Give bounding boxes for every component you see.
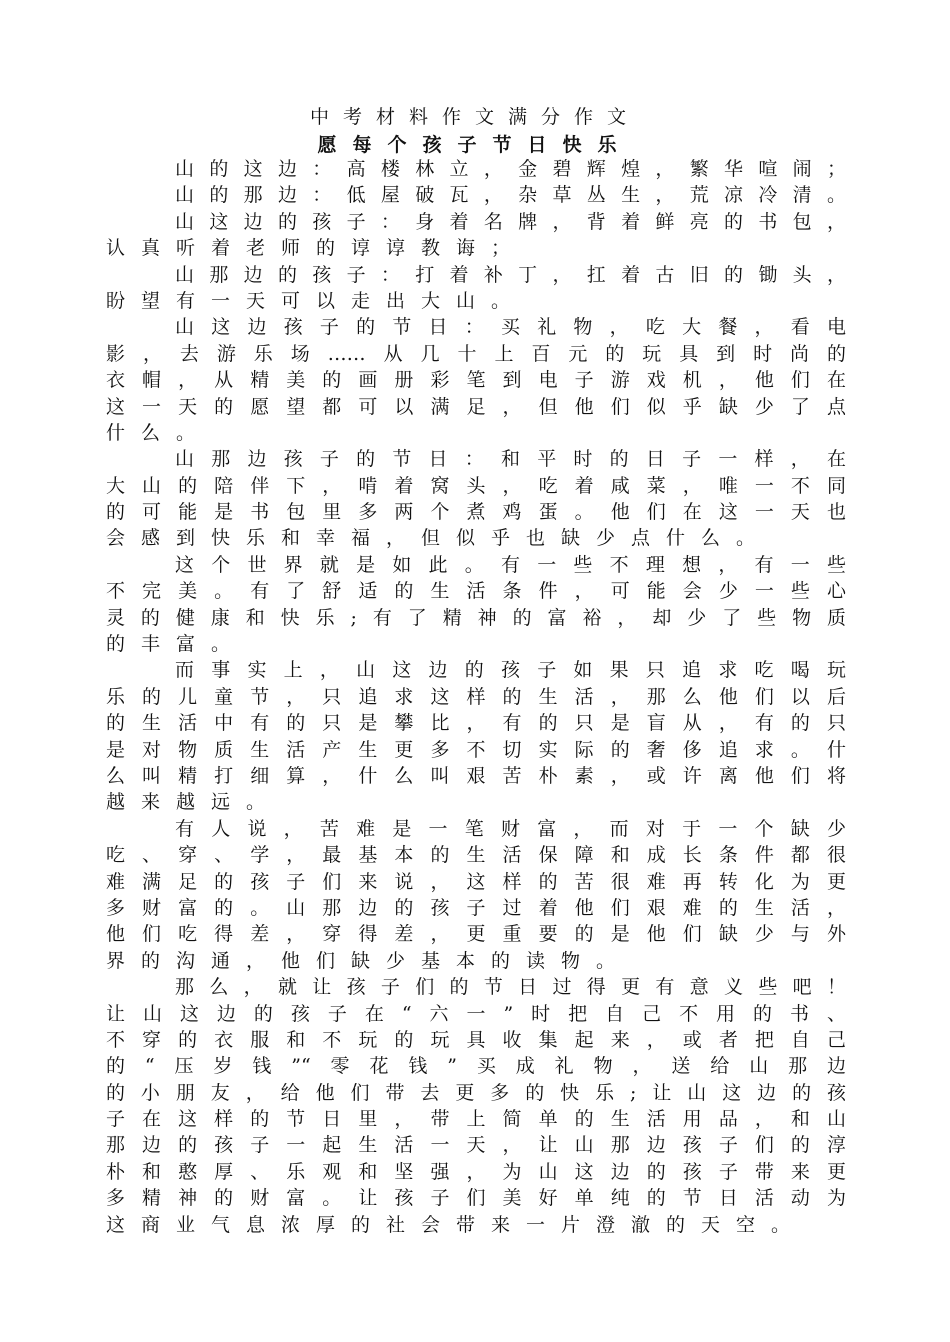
essay-line: 认真听着老师的谆谆教诲； — [106, 237, 527, 260]
essay-line: 山这边的孩子：身着名牌，背着鲜亮的书包， — [175, 210, 846, 233]
essay-line: 不穿的衣服和不玩的玩具收集起来，或者把自己 — [106, 1028, 846, 1051]
essay-line: 而事实上，山这边的孩子如果只追求吃喝玩 — [175, 659, 846, 682]
essay-line: 多精神的财富。让孩子们美好单纯的节日活动为 — [106, 1187, 846, 1210]
essay-line: 的“压岁钱”“零花钱”买成礼物，送给山那边 — [106, 1055, 846, 1078]
essay-line: 灵的健康和快乐;有了精神的富裕，却少了些物质 — [106, 606, 846, 629]
essay-line: 影，去游乐场……从几十上百元的玩具到时尚的 — [106, 342, 846, 365]
essay-line: 什么。 — [106, 421, 212, 444]
essay-line: 会感到快乐和幸福，但似乎也缺少点什么。 — [106, 527, 772, 550]
essay-line: 的丰富。 — [106, 633, 247, 656]
essay-line: 是对物质生活产生更多不切实际的奢侈追求。什 — [106, 738, 846, 761]
essay-line: 他们吃得差，穿得差，更重要的是他们缺少与外 — [106, 923, 846, 946]
essay-body — [106, 156, 846, 1238]
essay-line: 的可能是书包里多两个煮鸡蛋。他们在这一天也 — [106, 501, 846, 524]
document-title: 愿每个孩子节日快乐 — [317, 134, 633, 156]
essay-line: 界的沟通，他们缺少基本的读物。 — [106, 949, 632, 972]
essay-line: 朴和憨厚、乐观和坚强，为山这边的孩子带来更 — [106, 1160, 846, 1183]
essay-line: 这一天的愿望都可以满足，但他们似乎缺少了点 — [106, 395, 846, 418]
document-subtitle: 中考材料作文满分作文 — [309, 106, 640, 128]
essay-line: 不完美。有了舒适的生活条件，可能会少一些心 — [106, 580, 846, 603]
essay-line: 盼望有一天可以走出大山。 — [106, 289, 527, 312]
essay-line: 难满足的孩子们来说，这样的苦很难再转化为更 — [106, 870, 846, 893]
essay-line: 山的这边：高楼林立，金碧辉煌，繁华喧闹； — [175, 158, 846, 180]
essay-line: 大山的陪伴下，啃着窝头，吃着咸菜，唯一不同 — [106, 474, 846, 497]
essay-line: 越来越远。 — [106, 791, 282, 814]
essay-line: 山这边孩子的节日：买礼物，吃大餐，看电 — [175, 316, 846, 339]
essay-line: 山的那边：低屋破瓦，杂草丛生，荒凉冷清。 — [175, 184, 846, 207]
essay-line: 吃、穿、学，最基本的生活保障和成长条件都很 — [106, 844, 846, 867]
essay-line: 那边的孩子一起生活一天，让山那边孩子们的淳 — [106, 1134, 846, 1157]
essay-line: 这商业气息浓厚的社会带来一片澄澈的天空。 — [106, 1213, 807, 1236]
essay-line: 这个世界就是如此。有一些不理想，有一些 — [175, 553, 846, 576]
essay-line: 衣帽，从精美的画册彩笔到电子游戏机，他们在 — [106, 369, 846, 392]
essay-line: 山那边的孩子：打着补丁，扛着古旧的锄头， — [175, 263, 846, 286]
essay-line: 山那边孩子的节日：和平时的日子一样，在 — [175, 448, 846, 471]
essay-line: 么叫精打细算，什么叫艰苦朴素，或许离他们将 — [106, 764, 846, 787]
essay-line: 那么，就让孩子们的节日过得更有意义些吧！ — [175, 976, 846, 999]
essay-line: 的生活中有的只是攀比，有的只是盲从，有的只 — [106, 712, 846, 735]
essay-line: 有人说，苦难是一笔财富，而对于一个缺少 — [175, 817, 846, 840]
essay-line: 的小朋友，给他们带去更多的快乐;让山这边的孩 — [106, 1081, 846, 1104]
essay-line: 让山这边的孩子在“六一”时把自己不用的书、 — [106, 1002, 846, 1025]
essay-line: 子在这样的节日里，带上简单的生活用品，和山 — [106, 1108, 846, 1131]
essay-line: 乐的儿童节，只追求这样的生活，那么他们以后 — [106, 685, 846, 708]
essay-line: 多财富的。山那边的孩子过着他们艰难的生活， — [106, 896, 846, 919]
